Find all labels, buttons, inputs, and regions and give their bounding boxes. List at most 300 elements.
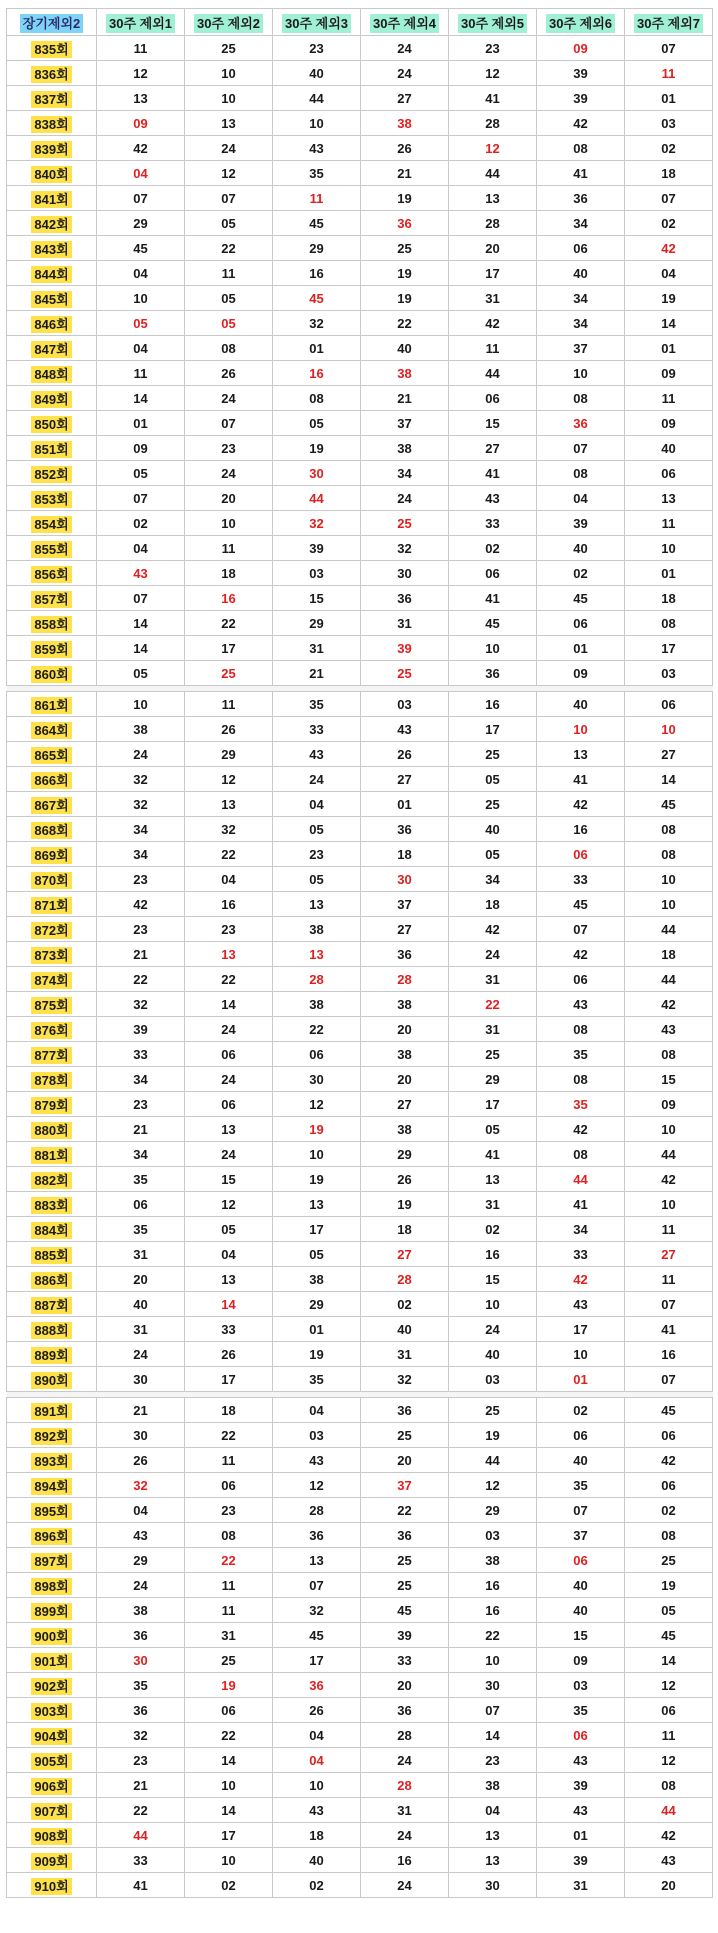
number-cell: 33 <box>361 1648 449 1673</box>
table-row <box>7 436 713 461</box>
number-cell: 09 <box>625 411 713 436</box>
round-label: 876회 <box>31 1022 71 1039</box>
round-cell <box>7 411 97 436</box>
round-cell <box>7 336 97 361</box>
table-row <box>7 1042 713 1067</box>
number-cell: 45 <box>625 792 713 817</box>
number-cell: 06 <box>273 1042 361 1067</box>
number-cell: 07 <box>625 1292 713 1317</box>
round-label: 888회 <box>31 1322 71 1339</box>
number-cell: 10 <box>537 1342 625 1367</box>
number-cell: 13 <box>449 1823 537 1848</box>
round-cell <box>7 1217 97 1242</box>
round-cell <box>7 1498 97 1523</box>
number-cell: 11 <box>625 61 713 86</box>
number-cell: 24 <box>185 461 273 486</box>
round-cell <box>7 942 97 967</box>
number-cell: 08 <box>537 461 625 486</box>
number-cell: 41 <box>449 86 537 111</box>
round-cell <box>7 842 97 867</box>
number-cell: 14 <box>185 992 273 1017</box>
number-cell: 04 <box>273 792 361 817</box>
table-row <box>7 967 713 992</box>
round-cell <box>7 311 97 336</box>
number-cell: 27 <box>449 436 537 461</box>
number-cell: 14 <box>449 1723 537 1748</box>
number-cell: 21 <box>361 161 449 186</box>
number-cell: 25 <box>449 1398 537 1423</box>
number-cell: 08 <box>273 386 361 411</box>
number-cell: 16 <box>273 261 361 286</box>
number-cell: 07 <box>273 1573 361 1598</box>
number-cell: 23 <box>97 1092 185 1117</box>
number-cell: 36 <box>361 1398 449 1423</box>
table-row <box>7 36 713 61</box>
round-label: 905회 <box>31 1753 71 1770</box>
number-cell: 15 <box>185 1167 273 1192</box>
number-cell: 03 <box>625 111 713 136</box>
number-cell: 42 <box>625 1448 713 1473</box>
number-cell: 40 <box>273 61 361 86</box>
number-cell: 28 <box>449 111 537 136</box>
number-cell: 39 <box>537 86 625 111</box>
table-row <box>7 111 713 136</box>
number-cell: 23 <box>185 917 273 942</box>
round-cell <box>7 586 97 611</box>
round-cell <box>7 236 97 261</box>
number-cell: 13 <box>185 1267 273 1292</box>
round-cell <box>7 1242 97 1267</box>
number-cell: 01 <box>97 411 185 436</box>
number-cell: 06 <box>537 1423 625 1448</box>
number-cell: 16 <box>273 361 361 386</box>
number-cell: 32 <box>185 817 273 842</box>
number-cell: 07 <box>97 586 185 611</box>
number-cell: 27 <box>361 917 449 942</box>
number-cell: 24 <box>361 61 449 86</box>
table-row <box>7 1823 713 1848</box>
round-label: 856회 <box>31 566 71 583</box>
number-cell: 43 <box>537 1748 625 1773</box>
number-cell: 13 <box>185 111 273 136</box>
number-cell: 18 <box>185 561 273 586</box>
number-cell: 04 <box>537 486 625 511</box>
number-cell: 05 <box>273 817 361 842</box>
table-row <box>7 336 713 361</box>
round-cell <box>7 1042 97 1067</box>
number-cell: 36 <box>537 411 625 436</box>
number-cell: 21 <box>361 386 449 411</box>
number-cell: 25 <box>361 661 449 686</box>
round-cell <box>7 867 97 892</box>
number-cell: 39 <box>97 1017 185 1042</box>
number-cell: 04 <box>185 867 273 892</box>
number-cell: 08 <box>537 1067 625 1092</box>
number-cell: 03 <box>537 1673 625 1698</box>
number-cell: 13 <box>273 1548 361 1573</box>
number-cell: 05 <box>449 842 537 867</box>
table-row <box>7 942 713 967</box>
number-cell: 12 <box>625 1673 713 1698</box>
round-label: 865회 <box>31 747 71 764</box>
number-cell: 32 <box>273 311 361 336</box>
number-cell: 13 <box>449 1167 537 1192</box>
number-cell: 06 <box>185 1042 273 1067</box>
number-cell: 15 <box>273 586 361 611</box>
number-cell: 03 <box>625 661 713 686</box>
number-cell: 10 <box>273 1142 361 1167</box>
number-cell: 36 <box>537 186 625 211</box>
number-cell: 08 <box>625 1773 713 1798</box>
round-label: 907회 <box>31 1803 71 1820</box>
number-cell: 28 <box>449 211 537 236</box>
round-cell <box>7 1623 97 1648</box>
number-cell: 33 <box>537 867 625 892</box>
round-cell <box>7 186 97 211</box>
number-cell: 02 <box>537 561 625 586</box>
number-cell: 13 <box>625 486 713 511</box>
number-cell: 21 <box>97 1117 185 1142</box>
number-cell: 11 <box>449 336 537 361</box>
round-cell <box>7 1823 97 1848</box>
number-cell: 31 <box>273 636 361 661</box>
number-cell: 06 <box>537 1723 625 1748</box>
number-cell: 25 <box>449 742 537 767</box>
round-cell <box>7 692 97 717</box>
round-cell <box>7 1067 97 1092</box>
round-label: 843회 <box>31 241 71 258</box>
table-row <box>7 361 713 386</box>
round-label: 887회 <box>31 1297 71 1314</box>
number-cell: 36 <box>361 1698 449 1723</box>
table-row <box>7 817 713 842</box>
number-cell: 01 <box>625 561 713 586</box>
number-cell: 36 <box>361 942 449 967</box>
number-cell: 34 <box>537 211 625 236</box>
number-cell: 26 <box>273 1698 361 1723</box>
number-cell: 10 <box>97 692 185 717</box>
round-label: 900회 <box>31 1628 71 1645</box>
number-cell: 01 <box>361 792 449 817</box>
number-cell: 10 <box>625 536 713 561</box>
number-cell: 20 <box>361 1067 449 1092</box>
number-cell: 36 <box>97 1623 185 1648</box>
number-cell: 07 <box>537 917 625 942</box>
number-cell: 10 <box>185 1773 273 1798</box>
number-cell: 42 <box>537 942 625 967</box>
number-cell: 43 <box>537 992 625 1017</box>
header-cell-exclusion-5: 30주 제외5 <box>449 9 537 36</box>
number-cell: 17 <box>185 1823 273 1848</box>
header-cell-exclusion-2: 30주 제외2 <box>185 9 273 36</box>
number-cell: 44 <box>449 161 537 186</box>
number-cell: 29 <box>449 1498 537 1523</box>
number-cell: 19 <box>361 261 449 286</box>
round-label: 860회 <box>31 666 71 683</box>
number-cell: 03 <box>361 692 449 717</box>
number-cell: 33 <box>185 1317 273 1342</box>
round-label: 891회 <box>31 1403 71 1420</box>
number-cell: 14 <box>185 1748 273 1773</box>
number-cell: 44 <box>449 361 537 386</box>
number-cell: 01 <box>273 1317 361 1342</box>
round-cell <box>7 1317 97 1342</box>
number-cell: 26 <box>361 136 449 161</box>
number-cell: 14 <box>625 767 713 792</box>
number-cell: 22 <box>185 967 273 992</box>
round-label: 839회 <box>31 141 71 158</box>
round-label: 895회 <box>31 1503 71 1520</box>
number-cell: 06 <box>185 1473 273 1498</box>
number-cell: 23 <box>449 1748 537 1773</box>
number-cell: 32 <box>361 1367 449 1392</box>
number-cell: 24 <box>449 942 537 967</box>
number-cell: 28 <box>361 967 449 992</box>
number-cell: 35 <box>273 692 361 717</box>
number-cell: 08 <box>537 1017 625 1042</box>
number-cell: 04 <box>97 1498 185 1523</box>
number-cell: 36 <box>361 211 449 236</box>
table-row <box>7 411 713 436</box>
number-cell: 29 <box>273 611 361 636</box>
table-row <box>7 1873 713 1898</box>
number-cell: 30 <box>449 1873 537 1898</box>
number-cell: 24 <box>273 767 361 792</box>
number-cell: 29 <box>97 1548 185 1573</box>
table-row <box>7 661 713 686</box>
number-cell: 31 <box>361 1798 449 1823</box>
number-cell: 10 <box>185 61 273 86</box>
number-cell: 08 <box>625 1523 713 1548</box>
number-cell: 21 <box>97 942 185 967</box>
number-cell: 10 <box>625 717 713 742</box>
number-cell: 31 <box>449 1192 537 1217</box>
number-cell: 31 <box>185 1623 273 1648</box>
number-cell: 25 <box>361 1423 449 1448</box>
number-cell: 45 <box>273 211 361 236</box>
table-row <box>7 742 713 767</box>
number-cell: 34 <box>449 867 537 892</box>
number-cell: 04 <box>97 261 185 286</box>
number-cell: 24 <box>185 1017 273 1042</box>
number-cell: 05 <box>185 211 273 236</box>
table-row <box>7 1317 713 1342</box>
round-label: 858회 <box>31 616 71 633</box>
number-cell: 35 <box>273 161 361 186</box>
number-cell: 12 <box>273 1092 361 1117</box>
number-cell: 28 <box>361 1773 449 1798</box>
number-cell: 39 <box>537 1773 625 1798</box>
number-cell: 10 <box>273 1773 361 1798</box>
round-label: 872회 <box>31 922 71 939</box>
table-row <box>7 486 713 511</box>
round-cell <box>7 1798 97 1823</box>
number-cell: 44 <box>449 1448 537 1473</box>
number-cell: 05 <box>185 311 273 336</box>
table-row <box>7 1473 713 1498</box>
number-cell: 18 <box>185 1398 273 1423</box>
number-cell: 40 <box>537 1598 625 1623</box>
number-cell: 13 <box>273 892 361 917</box>
number-cell: 37 <box>361 892 449 917</box>
number-cell: 19 <box>185 1673 273 1698</box>
table-row <box>7 611 713 636</box>
round-label: 846회 <box>31 316 71 333</box>
round-label: 845회 <box>31 291 71 308</box>
table-row <box>7 61 713 86</box>
number-cell: 09 <box>537 661 625 686</box>
number-cell: 44 <box>625 1142 713 1167</box>
table-row <box>7 536 713 561</box>
round-label: 901회 <box>31 1653 71 1670</box>
round-cell <box>7 1773 97 1798</box>
number-cell: 45 <box>537 586 625 611</box>
table-row <box>7 1117 713 1142</box>
number-cell: 26 <box>97 1448 185 1473</box>
number-cell: 40 <box>273 1848 361 1873</box>
round-label: 869회 <box>31 847 71 864</box>
number-cell: 20 <box>449 236 537 261</box>
round-cell <box>7 1398 97 1423</box>
table-row <box>7 1242 713 1267</box>
table-row <box>7 186 713 211</box>
number-cell: 14 <box>625 1648 713 1673</box>
number-cell: 20 <box>361 1017 449 1042</box>
number-cell: 24 <box>97 1342 185 1367</box>
number-cell: 25 <box>449 1042 537 1067</box>
number-cell: 06 <box>185 1698 273 1723</box>
round-cell <box>7 386 97 411</box>
number-cell: 17 <box>449 1092 537 1117</box>
number-cell: 08 <box>537 136 625 161</box>
number-cell: 21 <box>273 661 361 686</box>
table-row <box>7 1498 713 1523</box>
number-cell: 30 <box>449 1673 537 1698</box>
round-cell <box>7 1192 97 1217</box>
round-label: 908회 <box>31 1828 71 1845</box>
round-cell <box>7 1017 97 1042</box>
number-cell: 17 <box>449 717 537 742</box>
number-cell: 02 <box>625 1498 713 1523</box>
number-cell: 39 <box>537 1848 625 1873</box>
table-row <box>7 1573 713 1598</box>
number-cell: 18 <box>625 586 713 611</box>
number-cell: 40 <box>537 1448 625 1473</box>
number-cell: 23 <box>97 867 185 892</box>
number-cell: 26 <box>185 361 273 386</box>
round-label: 879회 <box>31 1097 71 1114</box>
number-cell: 37 <box>537 336 625 361</box>
number-cell: 38 <box>273 1267 361 1292</box>
number-cell: 11 <box>185 1573 273 1598</box>
round-cell <box>7 1698 97 1723</box>
round-label: 842회 <box>31 216 71 233</box>
number-cell: 12 <box>185 161 273 186</box>
number-cell: 20 <box>625 1873 713 1898</box>
number-cell: 25 <box>361 1573 449 1598</box>
table-row <box>7 767 713 792</box>
number-cell: 44 <box>273 86 361 111</box>
table-row <box>7 867 713 892</box>
number-cell: 44 <box>625 1798 713 1823</box>
number-cell: 22 <box>97 967 185 992</box>
number-cell: 09 <box>625 361 713 386</box>
number-cell: 36 <box>273 1673 361 1698</box>
number-cell: 20 <box>361 1673 449 1698</box>
number-cell: 38 <box>449 1548 537 1573</box>
round-cell <box>7 36 97 61</box>
number-cell: 38 <box>97 717 185 742</box>
number-cell: 22 <box>449 992 537 1017</box>
number-cell: 19 <box>625 286 713 311</box>
number-cell: 43 <box>537 1292 625 1317</box>
number-cell: 14 <box>625 311 713 336</box>
number-cell: 30 <box>361 561 449 586</box>
number-cell: 06 <box>625 1423 713 1448</box>
number-cell: 30 <box>361 867 449 892</box>
round-label: 880회 <box>31 1122 71 1139</box>
round-cell <box>7 1423 97 1448</box>
round-label: 870회 <box>31 872 71 889</box>
round-cell <box>7 536 97 561</box>
number-cell: 10 <box>449 1292 537 1317</box>
number-cell: 41 <box>537 767 625 792</box>
header-cell-exclusion-1: 30주 제외1 <box>97 9 185 36</box>
number-cell: 43 <box>97 561 185 586</box>
number-cell: 15 <box>449 411 537 436</box>
number-cell: 07 <box>625 186 713 211</box>
number-cell: 09 <box>537 1648 625 1673</box>
number-cell: 40 <box>361 336 449 361</box>
lottery-exclusion-sheet <box>6 8 710 1898</box>
number-cell: 30 <box>97 1423 185 1448</box>
number-cell: 33 <box>449 511 537 536</box>
number-cell: 22 <box>185 1723 273 1748</box>
number-cell: 10 <box>273 111 361 136</box>
number-cell: 39 <box>537 61 625 86</box>
number-cell: 22 <box>449 1623 537 1648</box>
round-cell <box>7 717 97 742</box>
number-cell: 14 <box>97 636 185 661</box>
number-cell: 45 <box>625 1623 713 1648</box>
number-cell: 42 <box>537 1267 625 1292</box>
number-cell: 32 <box>97 992 185 1017</box>
table-row <box>7 1067 713 1092</box>
number-cell: 39 <box>361 1623 449 1648</box>
table-row <box>7 1423 713 1448</box>
table-row <box>7 286 713 311</box>
number-cell: 27 <box>361 1092 449 1117</box>
number-cell: 19 <box>273 436 361 461</box>
number-cell: 18 <box>625 942 713 967</box>
number-cell: 23 <box>185 436 273 461</box>
number-cell: 17 <box>625 636 713 661</box>
number-cell: 11 <box>273 186 361 211</box>
round-cell <box>7 611 97 636</box>
round-cell <box>7 1598 97 1623</box>
number-cell: 04 <box>185 1242 273 1267</box>
number-cell: 29 <box>273 1292 361 1317</box>
number-cell: 08 <box>625 817 713 842</box>
number-cell: 01 <box>537 636 625 661</box>
round-cell <box>7 1367 97 1392</box>
round-label: 899회 <box>31 1603 71 1620</box>
number-cell: 22 <box>97 1798 185 1823</box>
table-row <box>7 386 713 411</box>
number-cell: 31 <box>449 286 537 311</box>
number-cell: 04 <box>273 1723 361 1748</box>
number-cell: 02 <box>449 1217 537 1242</box>
